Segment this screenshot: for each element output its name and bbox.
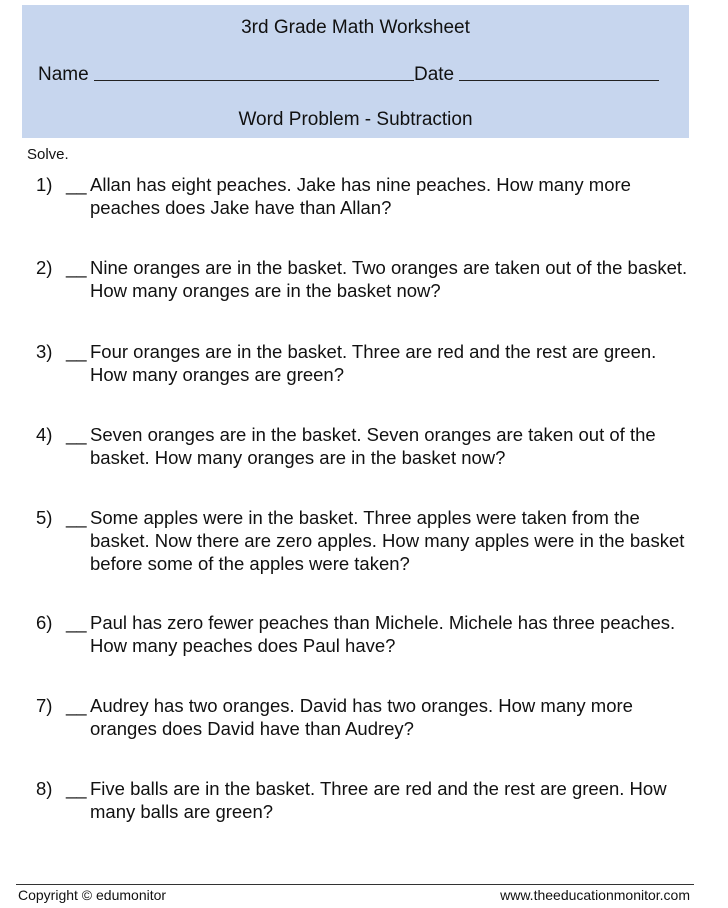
name-field-line[interactable] (94, 63, 414, 81)
problem-item (36, 694, 696, 740)
answer-blank[interactable]: __ (66, 695, 87, 716)
instructions: Solve. (27, 146, 69, 163)
name-date-row (38, 63, 659, 86)
date-label: Date (413, 64, 455, 85)
problem-text: Paul has zero fewer peaches than Michele. Michele has three peaches. How many peaches does Paul have? (90, 612, 676, 656)
footer-divider (16, 884, 694, 885)
problem-number: 2) (36, 257, 53, 278)
answer-blank[interactable]: __ (66, 507, 87, 528)
problem-number: 5) (36, 507, 53, 528)
problem-number: 6) (36, 612, 53, 633)
problem-number: 4) (36, 424, 53, 445)
problem-item (36, 506, 696, 575)
problem-item (36, 256, 696, 302)
problem-item (36, 611, 696, 657)
problem-number: 3) (36, 341, 53, 362)
problem-number: 1) (36, 174, 53, 195)
worksheet-header (22, 5, 689, 138)
answer-blank[interactable]: __ (66, 778, 87, 799)
problem-text: Five balls are in the basket. Three are red and the rest are green. How many balls are green? (90, 778, 667, 822)
problem-item (36, 423, 696, 469)
problem-number: 7) (36, 695, 53, 716)
name-label: Name (38, 64, 89, 85)
answer-blank[interactable]: __ (66, 424, 87, 445)
worksheet-title: 3rd Grade Math Worksheet (241, 17, 470, 38)
problem-text: Seven oranges are in the basket. Seven oranges are taken out of the basket. How many oranges are in the basket now? (90, 424, 656, 468)
problem-text: Nine oranges are in the basket. Two oranges are taken out of the basket. How many oranges are in the basket now? (90, 257, 688, 301)
problem-number: 8) (36, 778, 53, 799)
copyright-text: Copyright © edumonitor (18, 887, 167, 903)
answer-blank[interactable]: __ (66, 612, 87, 633)
problem-text: Audrey has two oranges. David has two oranges. How many more oranges does David have than Audrey? (90, 695, 633, 739)
problem-text: Four oranges are in the basket. Three are red and the rest are green. How many oranges are green? (90, 341, 657, 385)
problem-item (36, 777, 696, 823)
problem-text: Some apples were in the basket. Three apples were taken from the basket. Now there are zero apples. How many apples were in the basket before some of the apples were taken? (90, 507, 685, 574)
website-link[interactable]: www.theeducationmonitor.com (500, 887, 690, 903)
date-field-line[interactable] (459, 63, 659, 81)
answer-blank[interactable]: __ (66, 174, 87, 195)
answer-blank[interactable]: __ (66, 341, 87, 362)
problem-text: Allan has eight peaches. Jake has nine peaches. How many more peaches does Jake have than Allan? (90, 174, 631, 218)
worksheet-subtitle: Word Problem - Subtraction (238, 109, 473, 130)
answer-blank[interactable]: __ (66, 257, 87, 278)
problem-item (36, 173, 696, 219)
problem-item (36, 340, 696, 386)
